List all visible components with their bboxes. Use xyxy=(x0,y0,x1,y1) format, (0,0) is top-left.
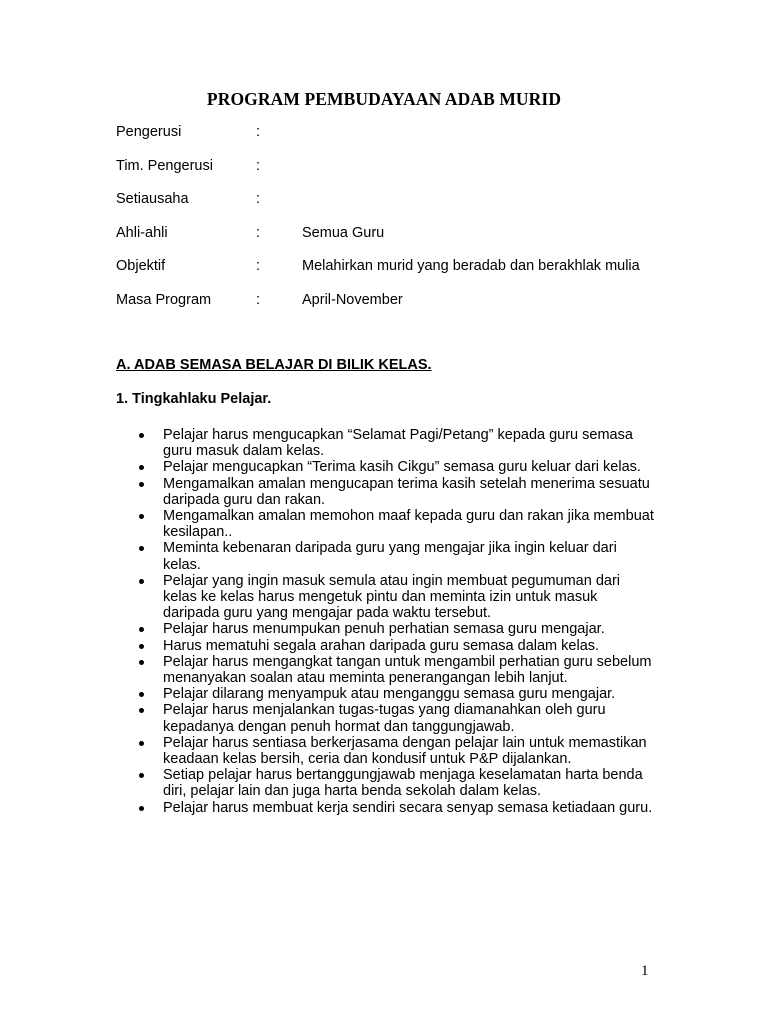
info-label: Pengerusi xyxy=(116,124,182,140)
info-value xyxy=(302,158,662,175)
bullet-list xyxy=(116,427,656,816)
bullet-icon xyxy=(139,708,144,713)
bullet-icon xyxy=(139,741,144,746)
bullet-icon xyxy=(139,692,144,697)
info-label: Masa Program xyxy=(116,291,212,308)
list-item-text: Pelajar harus membuat kerja sendiri secara senyap semasa ketiadaan guru. xyxy=(163,799,653,816)
list-item xyxy=(116,702,656,734)
list-item-text: Pelajar harus menjalankan tugas-tugas yang diamanahkan oleh guru kepadanya dengan penuh hormat dan tanggungjawab. xyxy=(163,702,606,735)
committee-info xyxy=(116,124,676,325)
info-row-setiausaha xyxy=(116,191,676,208)
info-value xyxy=(302,124,662,141)
list-item-text: Setiap pelajar harus bertanggungjawab menjaga keselamatan harta benda diri, pelajar lain dan juga harta benda sekolah dalam kelas. xyxy=(163,767,643,800)
list-item xyxy=(116,686,656,702)
list-item xyxy=(116,476,656,508)
info-separator: : xyxy=(256,224,261,241)
bullet-icon xyxy=(139,644,144,649)
info-label: Ahli-ahli xyxy=(116,224,168,241)
list-item-text: Pelajar harus mengucapkan “Selamat Pagi/Petang” kepada guru semasa guru masuk dalam kelas. xyxy=(163,427,633,460)
list-item-text: Mengamalkan amalan mengucapan terima kasih setelah menerima sesuatu daripada guru dan rakan. xyxy=(163,475,650,508)
list-item xyxy=(116,638,656,654)
list-item-text: Meminta kebenaran daripada guru yang mengajar jika ingin keluar dari kelas. xyxy=(163,540,617,573)
info-row-tim-pengerusi xyxy=(116,158,676,175)
info-row-objektif xyxy=(116,258,676,275)
info-label: Tim. Pengerusi xyxy=(116,157,213,174)
bullet-icon xyxy=(139,433,144,438)
info-separator: : xyxy=(256,157,261,174)
info-row-masa-program xyxy=(116,292,676,309)
info-value: April-November xyxy=(302,291,403,308)
list-item-text: Pelajar mengucapkan “Terima kasih Cikgu” semasa guru keluar dari kelas. xyxy=(163,459,641,476)
info-separator: : xyxy=(256,124,261,140)
bullet-icon xyxy=(139,514,144,519)
bullet-icon xyxy=(139,546,144,551)
bullet-icon xyxy=(139,627,144,632)
bullet-icon xyxy=(139,660,144,665)
sub-heading: 1. Tingkahlaku Pelajar. xyxy=(116,391,272,407)
list-item-text: Pelajar dilarang menyampuk atau menganggu semasa guru mengajar. xyxy=(163,686,616,703)
page-number: 1 xyxy=(641,963,649,979)
info-row-ahli-ahli xyxy=(116,225,676,242)
list-item-text: Harus mematuhi segala arahan daripada guru semasa dalam kelas. xyxy=(163,637,600,654)
bullet-icon xyxy=(139,806,144,811)
bullet-icon xyxy=(139,773,144,778)
bullet-icon xyxy=(139,482,144,487)
info-label: Setiausaha xyxy=(116,191,189,207)
info-row-pengerusi xyxy=(116,124,676,141)
list-item-text: Mengamalkan amalan memohon maaf kepada guru dan rakan jika membuat kesilapan.. xyxy=(163,508,654,541)
list-item xyxy=(116,540,656,572)
document-title: PROGRAM PEMBUDAYAAN ADAB MURID xyxy=(206,89,562,109)
list-item xyxy=(116,800,656,816)
list-item xyxy=(116,459,656,475)
list-item xyxy=(116,508,656,540)
section-heading: A. ADAB SEMASA BELAJAR DI BILIK KELAS. xyxy=(116,357,432,373)
info-separator: : xyxy=(256,291,261,308)
list-item-text: Pelajar harus mengangkat tangan untuk mengambil perhatian guru sebelum menanyakan soalan atau meminta penerangangan lebih lanjut. xyxy=(163,653,652,687)
list-item xyxy=(116,735,656,767)
list-item-text: Pelajar yang ingin masuk semula atau ingin membuat pegumuman dari kelas ke kelas harus mengetuk pintu dan meminta izin untuk masuk daripada guru yang mengajar pada waktu tersebut. xyxy=(163,572,621,622)
list-item-text: Pelajar harus menumpukan penuh perhatian semasa guru mengajar. xyxy=(163,621,605,638)
list-item xyxy=(116,427,656,459)
list-item xyxy=(116,621,656,637)
info-label: Objektif xyxy=(116,258,166,274)
bullet-icon xyxy=(139,465,144,470)
info-value: Melahirkan murid yang beradab dan berakhlak mulia xyxy=(302,258,640,274)
bullet-icon xyxy=(139,579,144,584)
list-item-text: Pelajar harus sentiasa berkerjasama dengan pelajar lain untuk memastikan keadaan kelas bersih, ceria dan kondusif untuk P&P dijalankan. xyxy=(163,734,647,768)
info-value: Semua Guru xyxy=(302,224,385,241)
info-value xyxy=(302,191,662,208)
list-item xyxy=(116,767,656,799)
info-separator: : xyxy=(256,258,261,274)
list-item xyxy=(116,573,656,622)
info-separator: : xyxy=(256,191,261,207)
list-item xyxy=(116,654,656,686)
